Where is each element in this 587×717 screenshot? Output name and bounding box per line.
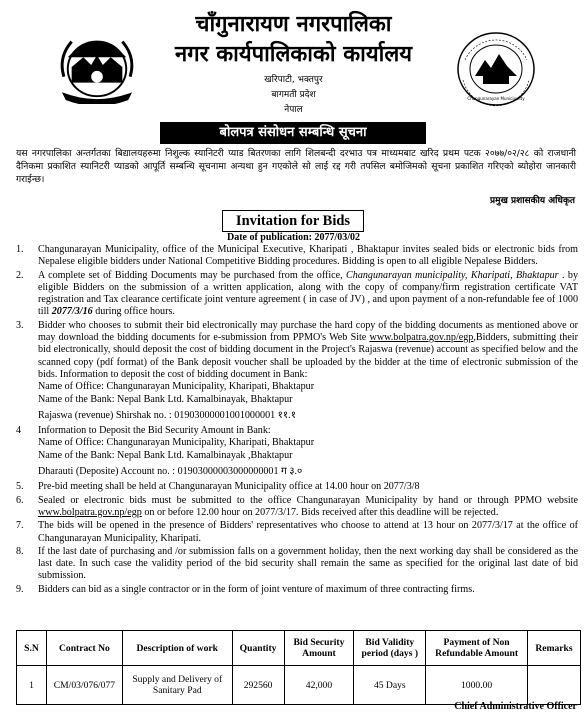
list-item [16,425,578,478]
column-header: S.N [17,631,47,666]
office-name-line1: चाँगुनारायण नगरपालिका [195,12,392,37]
list-item [16,270,578,319]
address-line: नेपाल [284,105,303,115]
invitation-title: Invitation for Bids [222,210,364,232]
column-header: Payment of Non Refundable Amount [426,631,528,666]
chief-officer-signature: Chief Administrative Officer [454,701,577,712]
table-cell: Supply and Delivery of Sanitary Pad [122,666,232,705]
item-number: 9. [16,583,24,595]
table-header-row [17,631,581,666]
list-item [16,520,578,545]
item-text: Pre-bid meeting shall be held at Changunarayan Municipality office at 14.00 hour on 2077/3/8 [38,481,420,493]
office-name: Name of Office: Changunarayan Municipality, Kharipati, Bhaktapur [38,437,315,449]
item-number: 5. [16,481,24,493]
table-cell: 1 [17,666,47,705]
item-number: 1. [16,244,24,255]
bank-name: Name of the Bank: Nepal Bank Ltd. Kamalbinayak, Bhaktapur [38,393,293,405]
column-header: Contract No [46,631,122,666]
office-name-line2: नगर कार्यपालिकाको कार्यालय [175,42,412,67]
item-number: 7. [16,520,24,532]
table-cell: CM/03/076/077 [46,666,122,705]
bank-name: Name of the Bank: Nepal Bank Ltd. Kamalbinayak ,Bhaktapur [38,449,293,461]
nepali-notice-text: यस नगरपालिका अन्तर्गतका बिद्यालयहरुमा निशुल्क स्यानिटरी प्याड बितरणका लागि शिलबन्दी दरभाउ पत्र माध्यमबाट खरिद प्रथम पटक २०७७/०२/२८ को राजधानी दैनिकमा प्रकाशित स्यानिटरी प्याडको आपूर्ति सम्बन्धि सूचनामा अन्यथा हुन गएकोले सो लाई रद्द गरी तपसिल बमोजिमको सूचना प्रकाशित गरिएको ब्योहोरा जानकारी गराईन्छ। [16,148,576,185]
deposit-account: Dharauti (Deposite) Account no. : 01903000003000000001 ग ३.० [38,466,303,478]
list-item [16,546,578,583]
table-cell: 292560 [232,666,284,705]
column-header: Bid Validity period (days ) [354,631,426,666]
egp-link[interactable]: www.bolpatra.gov.np/egp [38,506,142,518]
bid-conditions-list [16,244,578,597]
publication-date: Date of publication: 2077/03/02 [226,232,361,243]
list-item [16,320,578,422]
office-name: Name of Office: Changunarayan Municipality, Kharipati, Bhaktapur [38,381,315,393]
item-text: The bids will be opened in the presence of Bidders' representatives who choose to attend at 13 hour on 2077/3/17 at the office of Changunarayan Municipality, Kharipati. [38,520,578,544]
item-text: Bidders can bid as a single contractor or in the form of joint venture of maximum of three contracting firms. [38,583,475,595]
item-number: 4 [16,425,22,437]
item-number: 6. [16,494,24,506]
table-cell: 1000.00 [426,666,528,705]
table-row [17,666,581,705]
egp-link[interactable]: www.bolpatra.gov.np/egp [369,332,474,344]
bid-table [16,630,581,705]
column-header: Description of work [122,631,232,666]
notice-banner: बोलपत्र संसोधन सम्बन्धि सूचना [160,122,426,144]
item-text: A complete set of Bidding Documents may be purchased from the office, Changunarayan municipality, Kharipati, Bhaktapur . by eligible Bidders on the submission of a written application, along with the copy of company/firm registration certificate VAT registration and Tax clearance certificate joint venture agreement ( in case of JV) , and upon payment of a non-refundable fee of 1000 till 2077/3/16 during office hours. [38,269,578,318]
revenue-account: Rajaswa (revenue) Shirshak no. : 01903000001001000001 ११.१ [38,409,296,421]
list-item [16,244,578,269]
table-cell: 42,000 [284,666,354,705]
table-cell: 45 Days [354,666,426,705]
item-text: Information to Deposit the Bid Security Amount in Bank: Name of Office: Changunarayan Municipality, Kharipati, Bhaktapur Name of the Bank: Nepal Bank Ltd. Kamalbinayak ,Bhaktapur Dharauti (Deposite) Account no. : 01903000003000000001 ग ३.० [38,425,578,478]
item-number: 8. [16,545,24,557]
item-text: Sealed or electronic bids must be submitted to the office Changunarayan Municipality by hand or through PPMO website www.bolpatra.gov.np/egp on or before 12.00 hour on 2077/3/17. Bids received after this deadline will be rejected. [38,494,578,518]
item-number: 2. [16,269,24,281]
item-text: Bidder who chooses to submit their bid electronically may purchase the hard copy of the bidding documents as mentioned above or may download the bidding documents for e-submission from PPMO's Web Site www.bolpatra.gov.np/egp,Bidders, submitting their bid electronically, should deposit the cost of bidding document in the Project's Rajaswa (revenue) account as specified below and the scanned copy (pdf format) of the Bank deposit voucher shall be uploaded by the bidder at the time of electronic submission of the bids. Information to deposit the cost of bidding document in Bank: Name of Office: Changunarayan Municipality, Kharipati, Bhaktapur Name of the Bank: Nepal Bank Ltd. Kamalbinayak, Bhaktapur Rajaswa (revenue) Shirshak no. : 01903000001001000001 ११.१ [38,319,578,421]
seal-text: Changunarayan Municipality [467,96,525,101]
address-line: बागमती प्रदेश [271,90,316,100]
column-header: Bid Security Amount [284,631,354,666]
list-item [16,481,578,493]
address-line: खरिपाटी, भक्तपुर [264,75,323,85]
list-item [16,584,578,596]
column-header: Remarks [527,631,580,666]
column-header: Quantity [232,631,284,666]
item-text: Changunarayan Municipality, office of the Municipal Executive, Kharipati , Bhaktapur invites sealed bids or electronic bids from Nepalese eligible bidders under National Competitive Bidding procedures. Bidding is open to all eligible Nepalese Bidders. [38,244,578,268]
item-text: If the last date of purchasing and /or submission falls on a government holiday, then the next working day shall be considered as the last date. In such case the validity period of the bid security shall remain the same as specified for the original last date of bid submission. [38,545,578,582]
list-item [16,495,578,520]
officer-signature-nepali: प्रमुख प्रशासकीय अधिकृत [489,196,575,206]
item-number: 3. [16,319,24,331]
table-cell [527,666,580,705]
